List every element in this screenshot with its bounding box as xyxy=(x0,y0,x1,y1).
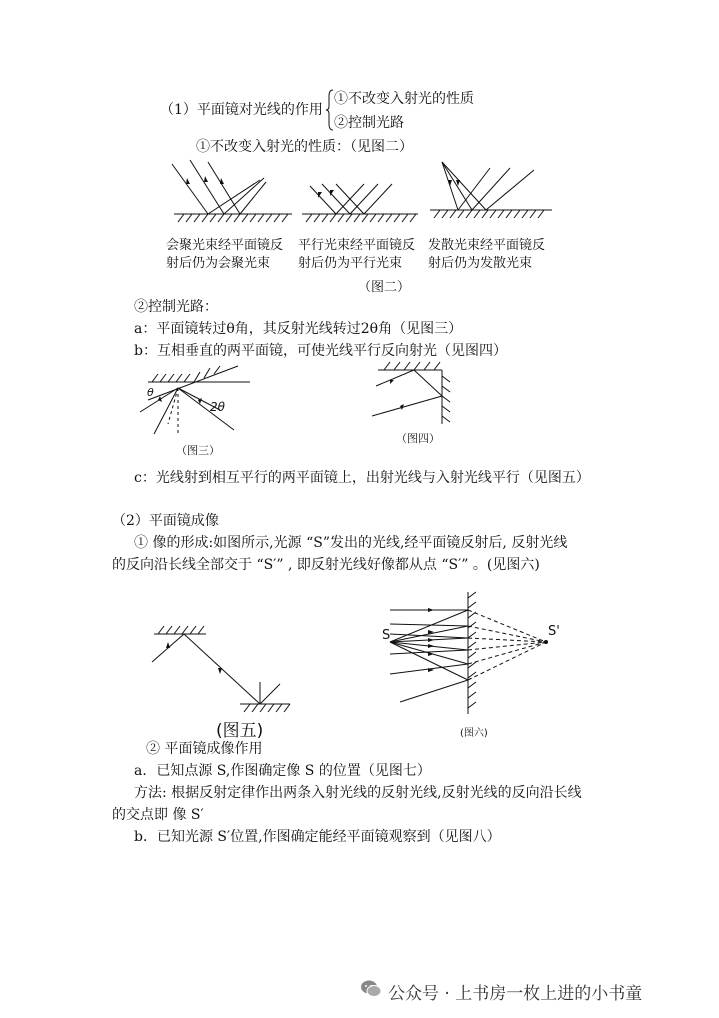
wechat-icon xyxy=(360,978,382,1000)
fig2-caption-a1: 会聚光束经平面镜反 xyxy=(166,238,284,253)
figure-4-diagram xyxy=(370,360,460,426)
mirror-hatch-a xyxy=(178,214,288,222)
figure-3-diagram xyxy=(138,364,254,438)
fig2-caption-b2: 射后仍为平行光束 xyxy=(298,256,403,271)
section3-a: a．已知点源 S,作图确定像 S 的位置（见图七） xyxy=(134,763,431,779)
section1-item1: ①不改变入射光的性质 xyxy=(334,91,474,107)
figure-6-diagram xyxy=(380,590,572,720)
section1-item2: ②控制光路 xyxy=(334,115,404,131)
fig3-two-theta: 2θ xyxy=(210,400,225,414)
section3-method-1: 方法: 根据反射定律作出两条入射光线的反射光线,反射光线的反向沿长线 xyxy=(134,785,582,801)
section2-heading: （2）平面镜成像 xyxy=(112,513,219,529)
fig6-label: (图六) xyxy=(460,728,488,739)
fig2-caption-c1: 发散光束经平面镜反 xyxy=(428,238,546,253)
fig2-caption-b1: 平行光束经平面镜反 xyxy=(298,238,416,253)
fig3-theta: θ xyxy=(147,386,154,399)
section3-b: b．已知光源 S′位置,作图确定能经平面镜观察到（见图八） xyxy=(134,829,501,845)
control-title: ②控制光路： xyxy=(134,299,218,315)
figure-2-diagrams xyxy=(160,158,560,230)
section1-heading: （1）平面镜对光线的作用 xyxy=(160,102,323,118)
fig6-s-label: S xyxy=(382,628,391,643)
fig5-label: (图五) xyxy=(216,721,264,741)
fig2-caption-c2: 射后仍为发散光束 xyxy=(428,256,533,271)
sub1-title: ①不改变入射光的性质：（见图二） xyxy=(196,139,413,155)
control-b: b：互相垂直的两平面镜，可使光线平行反向射光（见图四） xyxy=(134,343,507,359)
section3-method-2: 的交点即 像 S′ xyxy=(112,807,204,823)
fig2-label: （图二） xyxy=(358,280,411,295)
fig6-s-prime-label: S' xyxy=(548,624,560,639)
fig2-caption-a2: 射后仍为会聚光束 xyxy=(166,256,271,271)
fig4-label: （图四） xyxy=(396,432,440,445)
section2-p1-line1: ① 像的形成:如图所示,光源 “S”发出的光线,经平面镜反射后, 反射光线 xyxy=(134,535,568,551)
figure-5-diagram xyxy=(150,622,294,716)
fig3-label: （图三） xyxy=(176,444,220,457)
watermark-text: 公众号 · 上书房一枚上进的小书童 xyxy=(388,984,643,1004)
c-line: c：光线射到相互平行的两平面镜上，出射光线与入射光线平行（见图五） xyxy=(134,470,590,486)
section3-title: ② 平面镜成像作用 xyxy=(146,741,263,757)
control-a: a：平面镜转过θ角，其反射光线转过2θ角（见图三） xyxy=(134,321,463,337)
section2-p1-line2: 的反向沿长线全部交于 “S′” , 即反射光线好像都从点 “S′” 。(见图六) xyxy=(112,557,540,573)
